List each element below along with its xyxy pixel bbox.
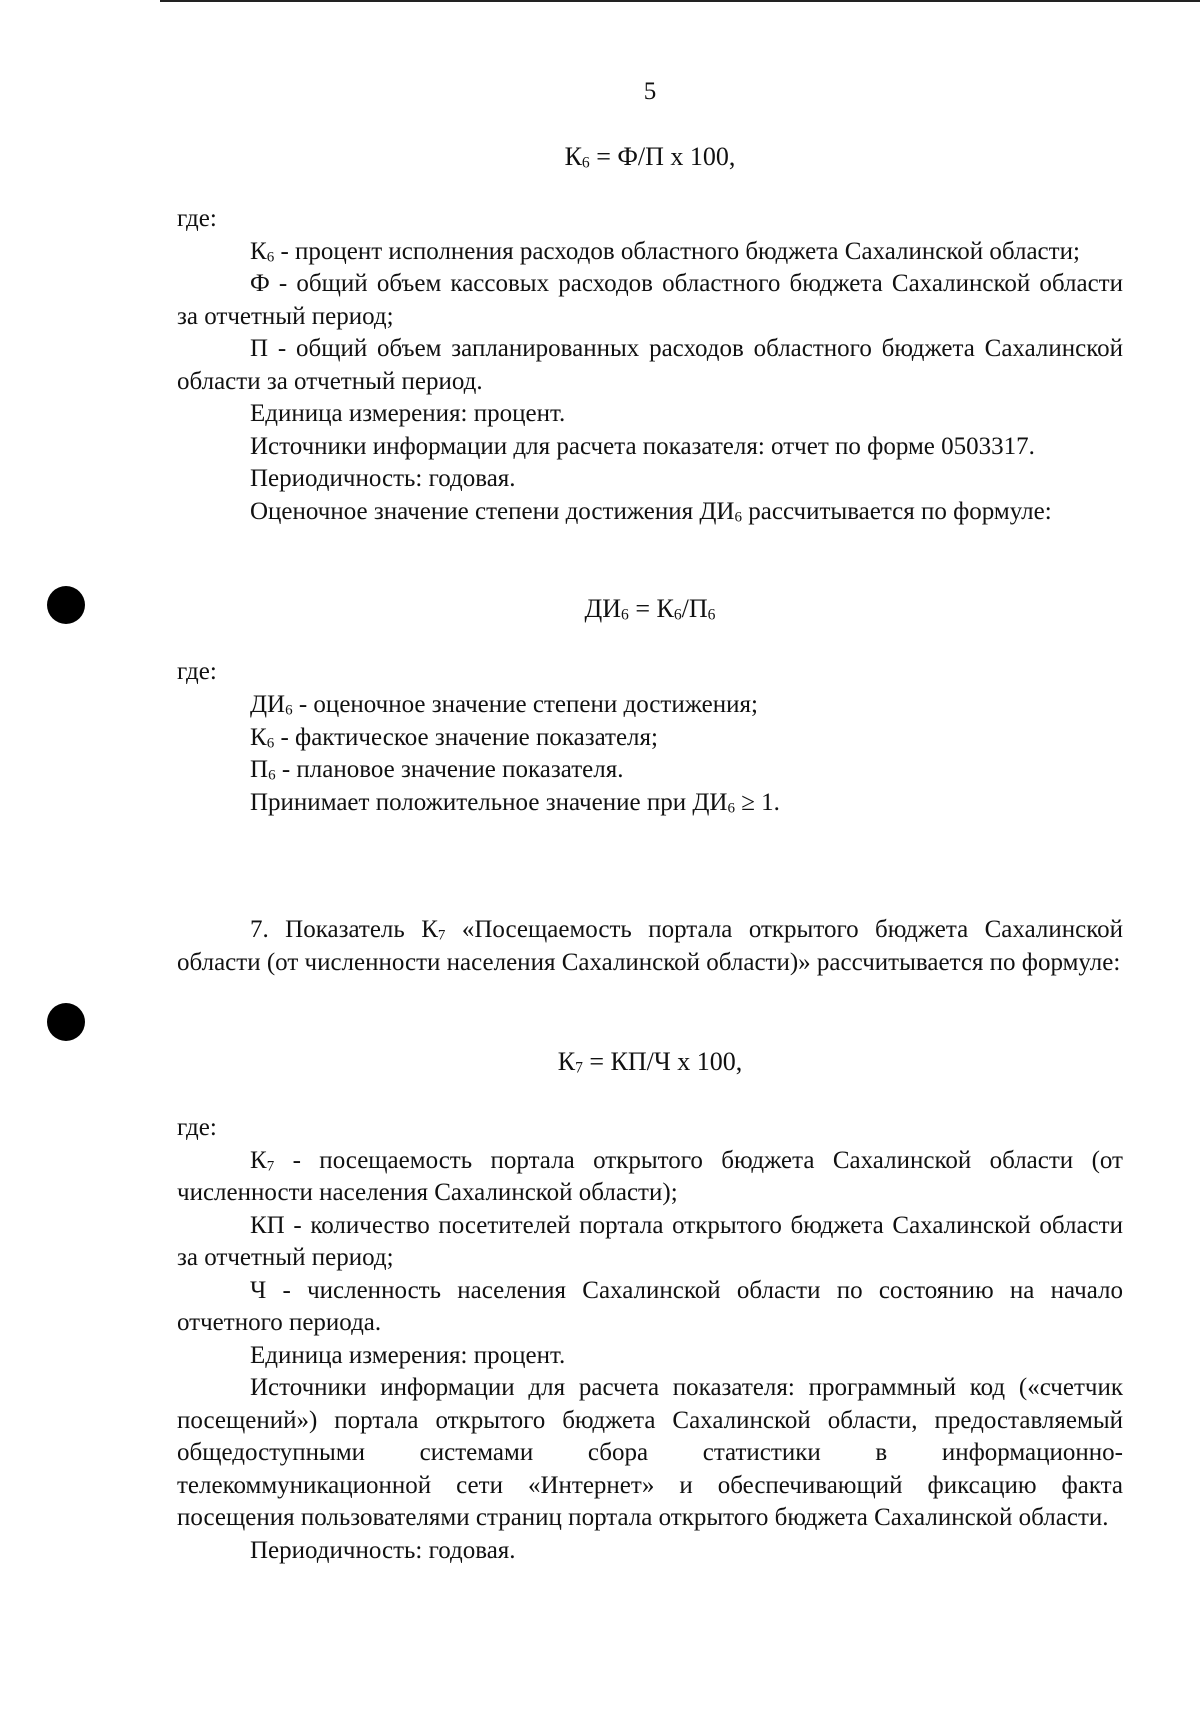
section-7 [177,914,1123,979]
formula-di6: $ДИ_6 = К_6/П_6$ [584,594,716,624]
page-number: 5 [643,78,657,105]
definitions-k6 [177,203,1123,528]
scan-top-edge [160,0,1200,2]
estimate-intro: Оценочное значение степени достижения $ДИ_6$ рассчитывается по формуле: [250,497,1052,525]
where-label: где: [177,1114,217,1141]
def-k6-actual: $К_6$ - фактическое значение показателя; [250,723,658,751]
formula-k6: $К_6 = Ф/П$ х 100, [564,142,736,172]
unit-of-measure: Единица измерения: процент. [250,1341,566,1369]
def-f: Ф - общий объем кассовых расходов областного бюджета Сахалинской области за отчетный период; [177,270,1123,330]
periodicity: Периодичность: годовая. [250,465,516,492]
info-sources: Источники информации для расчета показателя: отчет по форме 0503317. [250,432,1035,460]
where-label: где: [177,658,217,685]
def-ch: Ч - численность населения Сахалинской области по состоянию на начало отчетного периода. [177,1276,1123,1336]
def-kp: КП - количество посетителей портала открытого бюджета Сахалинской области за отчетный период; [177,1211,1123,1271]
def-k6: $К_6$ - процент исполнения расходов областного бюджета Сахалинской области; [250,237,1080,265]
info-sources: Источники информации для расчета показателя: программный код («счетчик посещений») портала открытого бюджета Сахалинской области, предоставляемый общедоступными системами сбора статистики в информационно-телекоммуникационной сети «Интернет» и обеспечивающий фиксацию факта посещения пользователями страниц портала открытого бюджета Сахалинской области. [177,1374,1123,1531]
punch-hole-bottom [47,1003,85,1041]
positive-condition: Принимает положительное значение при $ДИ_6 \ge 1$. [250,788,780,816]
definitions-di6 [177,656,1123,819]
def-p: П - общий объем запланированных расходов областного бюджета Сахалинской области за отчетный период. [177,335,1123,395]
formula-k7: $К_7 = КП/Ч$ х 100, [557,1047,743,1077]
def-p6-plan: $П_6$ - плановое значение показателя. [250,756,624,784]
unit-of-measure: Единица измерения: процент. [250,400,566,427]
periodicity: Периодичность: годовая. [250,1536,516,1564]
definitions-k7 [177,1112,1123,1567]
def-di6: $ДИ_6$ - оценочное значение степени достижения; [250,691,758,719]
indicator-k7-title: 7. Показатель $К_7$ «Посещаемость портала открытого бюджета Сахалинской области (от численности населения Сахалинской области)» рассчитывается по формуле: [177,916,1123,976]
def-k7: $К_7$ - посещаемость портала открытого бюджета Сахалинской области (от численности населения Сахалинской области); [177,1146,1123,1206]
where-label: где: [177,205,217,232]
